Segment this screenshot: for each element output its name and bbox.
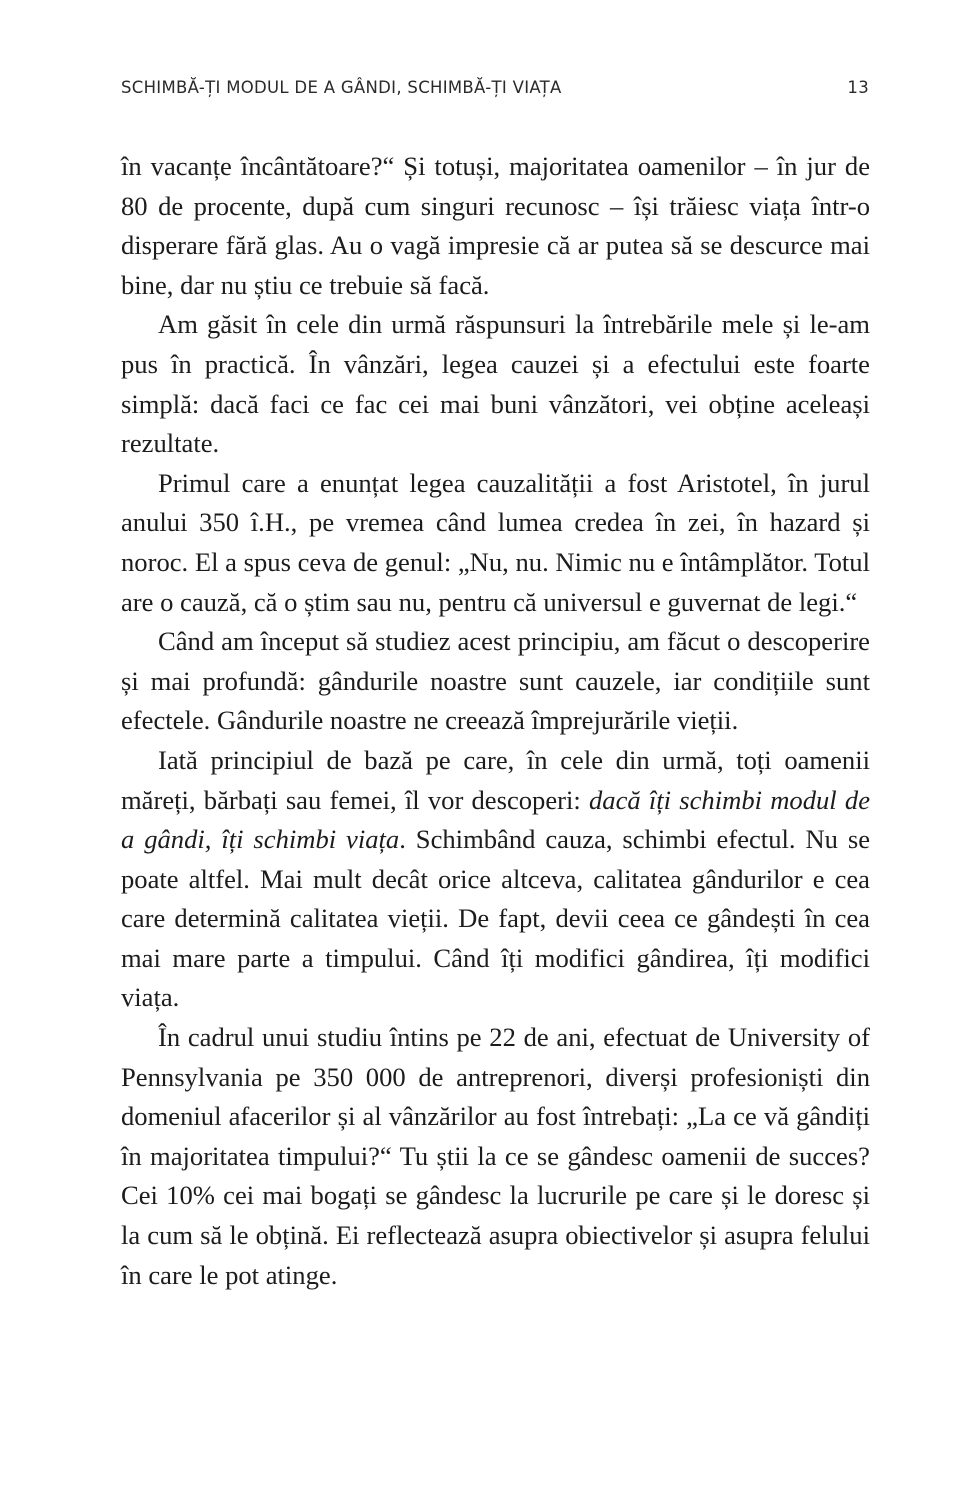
paragraph-6: În cadrul unui studiu întins pe 22 de ani, efectuat de University of Pennsylvania pe 350 000 de antreprenori, diverși profesioniști din domeniul afacerilor și al vânzărilor au fost întrebați: „La ce vă gândiți în majoritatea timpului?“ Tu știi la ce se gândesc oamenii de succes? Cei 10% cei mai bogați se gândesc la lucrurile pe care și le doresc și la cum să le obțină. Ei reflectează asupra obiectivelor și asupra felului în care le pot atinge.	[121, 1022, 870, 1290]
emphasized-principle: dacă îți schimbi modul de a gândi, îți schimbi viața	[121, 784, 870, 855]
page-number: 13	[847, 78, 869, 97]
paragraph-5	[121, 741, 870, 1018]
paragraph-3: Primul care a enunțat legea cauzalității a fost Aristotel, în jurul anului 350 î.H., pe vremea când lumea credea în zei, în hazard și noroc. El a spus ceva de genul: „Nu, nu. Nimic nu e întâmplător. Totul are o cauză, că o știm sau nu, pentru că universul e guvernat de legi.“	[121, 467, 870, 617]
running-header	[121, 78, 869, 102]
paragraph-1: în vacanțe încântătoare?“ Și totuși, majoritatea oamenilor – în jur de 80 de procente, după cum singuri recunosc – își trăiesc viața într-o disperare fără glas. Au o vagă impresie că ar putea să se descurce mai bine, dar nu știu ce trebuie să facă.	[121, 151, 870, 300]
paragraph-5-lead: Iată principiul de bază pe care, în cele din urmă, toți oamenii măreți, bărbați sau femei, îl vor descoperi:	[121, 744, 870, 815]
page-body	[121, 147, 870, 1295]
running-title: SCHIMBĂ-ȚI MODUL DE A GÂNDI, SCHIMBĂ-ȚI VIAȚA	[121, 78, 562, 97]
paragraph-5-tail: . Schimbând cauza, schimbi efectul. Nu se poate altfel. Mai mult decât orice altceva, calitatea gândurilor e cea care determină calitatea vieții. De fapt, devii ceea ce gândești în cea mai mare parte a timpului. Când îți modifici gândirea, îți modifici viața.	[121, 824, 871, 1013]
paragraph-4: Când am început să studiez acest principiu, am făcut o descoperire și mai profundă: gândurile noastre sunt cauzele, iar condițiile sunt efectele. Gândurile noastre ne creează împrejurările vieții.	[121, 626, 870, 736]
paragraph-2: Am găsit în cele din urmă răspunsuri la întrebările mele și le-am pus în practică. În vânzări, legea cauzei și a efectului este foarte simplă: dacă faci ce fac cei mai buni vânzători, vei obține aceleași rezultate.	[121, 309, 870, 459]
